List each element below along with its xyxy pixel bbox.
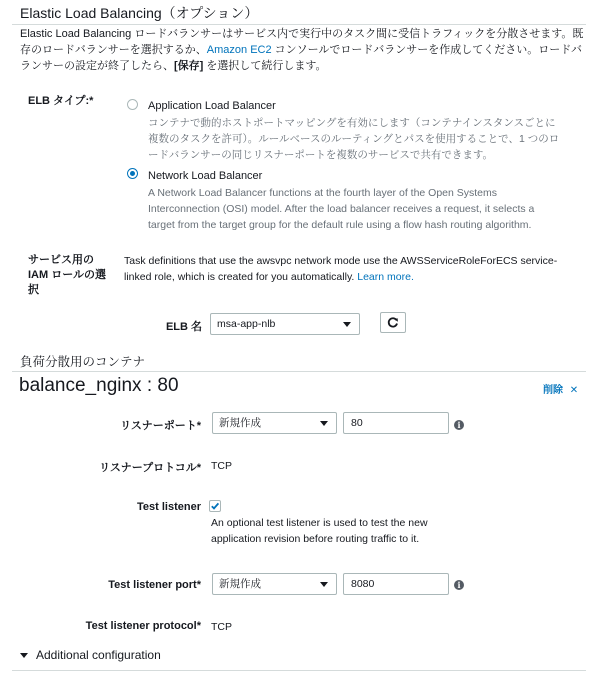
intro-text-1: Elastic Load Balancing ロードバランサーはサービス内で実行中のタスク間に受信トラフィックを分散させます。既存のロードバランサーを選択するか、 — [20, 28, 584, 56]
test-listener-checkbox[interactable] — [209, 500, 221, 512]
option-title-nlb: Network Load Balancer — [148, 170, 263, 182]
option-desc-nlb: A Network Load Balancer functions at the fourth layer of the Open Systems Interconnection (OSI) model. After the load balancer receives a request, it selects a target from the target group for the default rule using a flow hash routing algorithm. — [148, 187, 535, 231]
test-listener-port-input[interactable]: 8080 — [343, 573, 449, 595]
intro-text-3: を選択して続行します。 — [203, 60, 327, 72]
iam-role-text — [124, 253, 569, 285]
ec2-console-link[interactable]: Amazon EC2 — [206, 44, 272, 56]
intro-save-bold: [保存] — [174, 60, 204, 72]
learn-more-link[interactable]: Learn more. — [357, 271, 414, 283]
divider — [12, 24, 586, 25]
elb-name-label: ELB 名 — [165, 321, 202, 333]
additional-configuration-label: Additional configuration — [36, 648, 161, 662]
remove-label: 削除 — [543, 385, 563, 396]
divider — [12, 371, 586, 372]
container-name: balance_nginx : 80 — [19, 375, 179, 396]
option-title-alb: Application Load Balancer — [148, 100, 276, 112]
caret-down-icon — [320, 582, 328, 587]
listener-port-label: リスナーポート* — [120, 420, 201, 432]
iam-role-label: サービス用の IAM ロールの選択 — [28, 254, 106, 296]
listener-port-select[interactable] — [212, 412, 337, 434]
elb-type-label: ELB タイプ:* — [28, 95, 94, 107]
caret-down-icon — [343, 322, 351, 327]
check-icon — [210, 501, 220, 511]
info-icon[interactable]: i — [454, 580, 464, 590]
elb-name-value: msa-app-nlb — [217, 318, 276, 330]
listener-protocol-value: TCP — [211, 460, 232, 472]
test-listener-port-select-value: 新規作成 — [219, 578, 261, 590]
refresh-button[interactable] — [380, 312, 406, 333]
listener-port-input[interactable]: 80 — [343, 412, 449, 434]
test-listener-label: Test listener — [137, 501, 201, 513]
listener-port-select-value: 新規作成 — [219, 417, 261, 429]
section-title: Elastic Load Balancing（オプション） — [20, 5, 259, 21]
test-listener-desc: An optional test listener is used to test the new application revision before routing traffic to it. — [211, 517, 428, 545]
intro-text-2: コンソールでロードバランサーを作成してください。ロードバランサーの設定が終了したら、 — [20, 44, 582, 72]
test-listener-protocol-value: TCP — [211, 621, 232, 633]
additional-configuration-toggle[interactable] — [20, 648, 161, 662]
refresh-icon — [381, 313, 405, 332]
close-icon: ✕ — [569, 385, 579, 396]
container-section-label: 負荷分散用のコンテナ — [20, 355, 146, 369]
radio-application-load-balancer[interactable] — [127, 99, 138, 110]
info-icon[interactable]: i — [454, 420, 464, 430]
caret-down-icon — [20, 653, 28, 658]
listener-protocol-label: リスナープロトコル* — [99, 462, 201, 474]
caret-down-icon — [320, 421, 328, 426]
remove-button[interactable] — [543, 381, 578, 396]
test-listener-protocol-label: Test listener protocol* — [85, 620, 201, 632]
iam-role-description: Task definitions that use the awsvpc network mode use the AWSServiceRoleForECS service-linked role, which is created for you automatically. — [124, 255, 558, 283]
section-intro — [20, 26, 586, 74]
option-desc-alb: コンテナで動的ホストポートマッピングを有効にします（コンテナインスタンスごとに複数のタスクを許可）。ルールベースのルーティングとパスを使用することで、1 つのロードバランサーの同じリスナーポートを複数のサービスで共有できます。 — [148, 117, 560, 161]
elb-name-select[interactable] — [210, 313, 360, 335]
radio-network-load-balancer[interactable] — [127, 168, 138, 179]
test-listener-port-select[interactable] — [212, 573, 337, 595]
test-listener-port-label: Test listener port* — [108, 579, 201, 591]
divider — [12, 670, 586, 671]
